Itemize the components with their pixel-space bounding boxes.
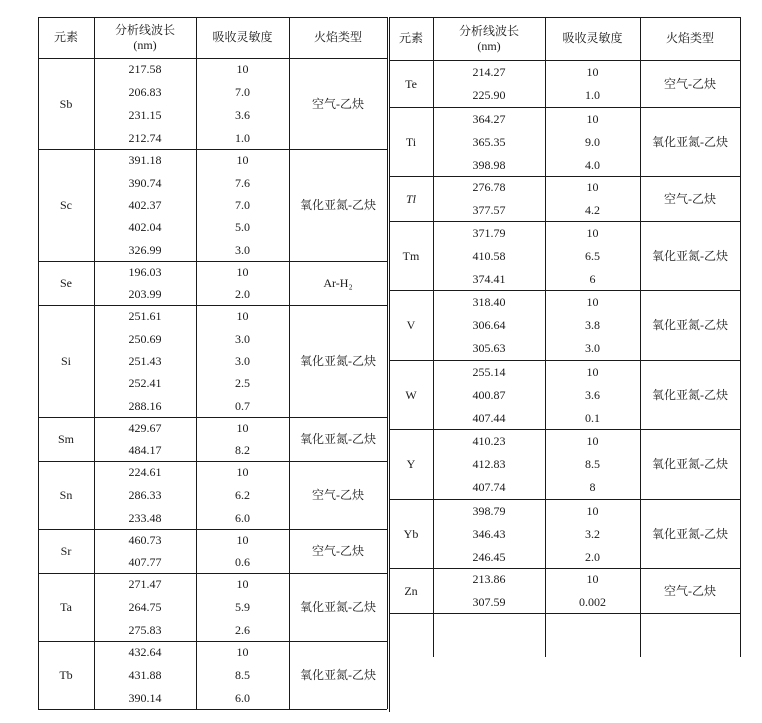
wavelength-value: 431.88	[128, 667, 162, 682]
wavelength-value: 233.48	[128, 510, 162, 525]
wavelength-value: 346.43	[472, 526, 506, 541]
element-symbol: W	[405, 387, 417, 402]
wavelength-value: 402.04	[128, 220, 162, 235]
column-rule	[433, 17, 434, 657]
sensitivity-value: 7.0	[235, 197, 250, 212]
header-sensitivity-label: 吸收灵敏度	[562, 31, 623, 45]
column-rule	[94, 17, 95, 709]
wavelength-value: 407.44	[472, 410, 506, 425]
flame-type: 氧化亚氮-乙炔	[652, 387, 728, 402]
header-wavelength-unit: (nm)	[477, 38, 501, 53]
sensitivity-value: 3.8	[585, 317, 600, 332]
wavelength-value: 251.61	[128, 309, 162, 324]
sensitivity-value: 2.5	[235, 376, 250, 391]
sensitivity-value: 10	[586, 225, 599, 240]
wavelength-value: 326.99	[128, 242, 162, 257]
header-element	[389, 17, 433, 60]
wavelength-value: 255.14	[472, 364, 506, 379]
wavelength-value: 407.74	[472, 480, 506, 495]
wavelength-value: 203.99	[128, 287, 162, 301]
sensitivity-value: 10	[236, 645, 249, 660]
row-rule	[389, 613, 740, 614]
sensitivity-value: 2.6	[235, 622, 250, 637]
header-sensitivity	[545, 17, 640, 60]
wavelength-value: 400.87	[472, 387, 506, 402]
flame-type: 空气-乙炔	[312, 544, 364, 558]
header-wavelength	[433, 17, 545, 60]
sensitivity-value: 4.2	[585, 202, 600, 217]
sensitivity-value: 3.0	[235, 242, 250, 257]
sensitivity-value: 6.5	[585, 248, 600, 263]
header-sensitivity	[196, 17, 289, 58]
element-symbol: Zn	[404, 583, 418, 598]
sensitivity-value: 0.7	[235, 398, 250, 413]
sensitivity-value: 3.0	[585, 341, 600, 356]
wavelength-value: 374.41	[472, 271, 506, 286]
header-sensitivity-label: 吸收灵敏度	[212, 30, 273, 44]
element-symbol: Ta	[60, 600, 72, 614]
sensitivity-value: 3.0	[235, 331, 250, 346]
column-rule	[289, 17, 290, 709]
header-wavelength-unit: (nm)	[133, 37, 157, 52]
flame-type: 氧化亚氮-乙炔	[300, 432, 376, 446]
element-symbol: Tl	[405, 191, 416, 206]
wavelength-value: 410.58	[472, 248, 506, 263]
flame-type: 空气-乙炔	[664, 76, 716, 91]
sensitivity-value: 7.0	[235, 85, 250, 100]
flame-type: 氧化亚氮-乙炔	[652, 248, 728, 263]
wavelength-value: 252.41	[128, 376, 162, 391]
wavelength-value: 365.35	[472, 134, 506, 149]
flame-type: 空气-乙炔	[312, 96, 364, 111]
wavelength-value: 398.98	[472, 157, 506, 172]
header-wavelength-label: 分析线波长	[458, 23, 519, 38]
wavelength-value: 214.27	[472, 64, 506, 79]
flame-type: 氧化亚氮-乙炔	[652, 134, 728, 149]
flame-type: 空气-乙炔	[312, 488, 364, 502]
sensitivity-value: 6.0	[235, 690, 250, 705]
header-element-label: 元素	[53, 30, 78, 44]
wavelength-value: 271.47	[128, 577, 162, 592]
wavelength-value: 371.79	[472, 225, 506, 240]
column-rule	[38, 17, 39, 709]
column-rule	[387, 17, 388, 709]
sensitivity-value: 2.0	[585, 549, 600, 564]
sensitivity-value: 10	[586, 503, 599, 518]
wavelength-value: 264.75	[128, 599, 162, 614]
wavelength-value: 206.83	[128, 85, 162, 100]
element-symbol: V	[406, 318, 416, 332]
wavelength-value: 390.74	[128, 175, 162, 190]
header-flame	[640, 17, 740, 60]
row-rule	[38, 17, 387, 18]
element-symbol: Sb	[59, 96, 73, 111]
wavelength-value: 224.61	[128, 465, 162, 480]
wavelength-value: 410.23	[472, 433, 506, 448]
wavelength-value: 217.58	[128, 62, 162, 77]
sensitivity-value: 10	[236, 265, 249, 279]
flame-type: 氧化亚氮-乙炔	[300, 600, 376, 614]
column-rule	[640, 17, 641, 657]
flame-type: 氧化亚氮-乙炔	[652, 457, 728, 471]
wavelength-value: 484.17	[128, 443, 162, 457]
sensitivity-value: 10	[236, 465, 249, 480]
sensitivity-value: 0.002	[579, 594, 606, 609]
sensitivity-value: 3.6	[585, 387, 600, 402]
sensitivity-value: 8.5	[235, 667, 250, 682]
element-symbol: Tm	[402, 248, 420, 263]
element-symbol: Si	[60, 354, 71, 368]
sensitivity-value: 10	[236, 533, 249, 547]
row-rule	[389, 17, 740, 18]
column-rule	[196, 17, 197, 709]
header-flame-label: 火焰类型	[665, 31, 714, 45]
sensitivity-value: 8.2	[235, 443, 250, 457]
wavelength-value: 412.83	[472, 456, 506, 471]
wavelength-value: 225.90	[472, 88, 506, 103]
sensitivity-value: 10	[236, 62, 249, 77]
wavelength-value: 364.27	[472, 111, 506, 126]
sensitivity-value: 5.0	[235, 220, 250, 235]
flame-type: 空气-乙炔	[664, 191, 716, 206]
wavelength-value: 390.14	[128, 690, 162, 705]
header-element	[38, 17, 94, 58]
flame-type: 氧化亚氮-乙炔	[652, 318, 728, 332]
sensitivity-value: 10	[586, 180, 599, 195]
wavelength-value: 398.79	[472, 503, 506, 518]
sensitivity-value: 9.0	[585, 134, 600, 149]
sensitivity-value: 0.6	[235, 555, 250, 569]
wavelength-value: 318.40	[472, 294, 506, 309]
sensitivity-value: 6.2	[235, 487, 250, 502]
element-symbol: Sn	[59, 488, 73, 502]
sensitivity-value: 10	[236, 309, 249, 324]
wavelength-value: 460.73	[128, 533, 162, 547]
sensitivity-value: 10	[236, 153, 249, 168]
sensitivity-value: 3.2	[585, 526, 600, 541]
flame-type: 氧化亚氮-乙炔	[300, 668, 376, 682]
element-symbol: Y	[406, 457, 416, 471]
sensitivity-value: 3.0	[235, 353, 250, 368]
header-flame	[289, 17, 387, 58]
element-symbol: Te	[405, 76, 417, 91]
sensitivity-value: 1.0	[235, 130, 250, 145]
sensitivity-value: 6.0	[235, 510, 250, 525]
column-rule	[545, 17, 546, 657]
sensitivity-value: 1.0	[585, 88, 600, 103]
sensitivity-value: 8	[589, 480, 596, 495]
wavelength-value: 196.03	[128, 265, 162, 279]
sensitivity-value: 10	[586, 64, 599, 79]
wavelength-value: 212.74	[128, 130, 162, 145]
wavelength-value: 251.43	[128, 353, 162, 368]
element-symbol: Sc	[60, 198, 72, 212]
element-symbol: Se	[60, 276, 72, 290]
element-symbol: Sm	[57, 432, 74, 446]
wavelength-value: 231.15	[128, 107, 162, 122]
sensitivity-value: 10	[236, 577, 249, 592]
header-element-label: 元素	[398, 31, 423, 45]
element-symbol: Ti	[405, 134, 417, 149]
wavelength-value: 275.83	[128, 622, 162, 637]
header-wavelength-label: 分析线波长	[114, 22, 175, 37]
sensitivity-value: 4.0	[585, 157, 600, 172]
sensitivity-value: 6	[589, 271, 596, 286]
wavelength-value: 306.64	[472, 317, 506, 332]
flame-type: 氧化亚氮-乙炔	[300, 354, 376, 368]
sensitivity-value: 10	[586, 433, 599, 448]
sensitivity-value: 3.6	[235, 107, 250, 122]
row-rule	[38, 709, 387, 710]
wavelength-value: 402.37	[128, 197, 162, 212]
wavelength-value: 429.67	[128, 421, 162, 435]
sensitivity-value: 10	[586, 294, 599, 309]
wavelength-value: 377.57	[472, 202, 506, 217]
flame-type: 氧化亚氮-乙炔	[652, 526, 728, 541]
sensitivity-value: 10	[236, 421, 249, 435]
wavelength-value: 305.63	[472, 341, 506, 356]
sensitivity-value: 10	[586, 364, 599, 379]
sensitivity-value: 5.9	[235, 599, 250, 614]
wavelength-value: 246.45	[472, 549, 506, 564]
header-wavelength	[94, 17, 196, 58]
sensitivity-value: 7.6	[235, 175, 250, 190]
flame-type: Ar-H₂	[323, 276, 353, 290]
header-flame-label: 火焰类型	[313, 30, 362, 44]
wavelength-value: 307.59	[472, 594, 506, 609]
wavelength-value: 288.16	[128, 398, 162, 413]
element-symbol: Yb	[403, 526, 419, 541]
sensitivity-value: 8.5	[585, 456, 600, 471]
wavelength-value: 213.86	[472, 572, 506, 587]
wavelength-value: 432.64	[128, 645, 162, 660]
column-rule	[740, 17, 741, 657]
sensitivity-value: 0.1	[585, 410, 600, 425]
wavelength-value: 391.18	[128, 153, 162, 168]
wavelength-value: 286.33	[128, 487, 162, 502]
sensitivity-value: 10	[586, 111, 599, 126]
element-symbol: Sr	[60, 544, 72, 558]
wavelength-value: 276.78	[472, 180, 506, 195]
element-symbol: Tb	[59, 668, 73, 682]
flame-type: 氧化亚氮-乙炔	[300, 198, 376, 212]
column-rule	[389, 17, 390, 712]
wavelength-value: 250.69	[128, 331, 162, 346]
sensitivity-value: 10	[586, 572, 599, 587]
sensitivity-value: 2.0	[235, 287, 250, 301]
flame-type: 空气-乙炔	[664, 583, 716, 598]
wavelength-value: 407.77	[128, 555, 162, 569]
